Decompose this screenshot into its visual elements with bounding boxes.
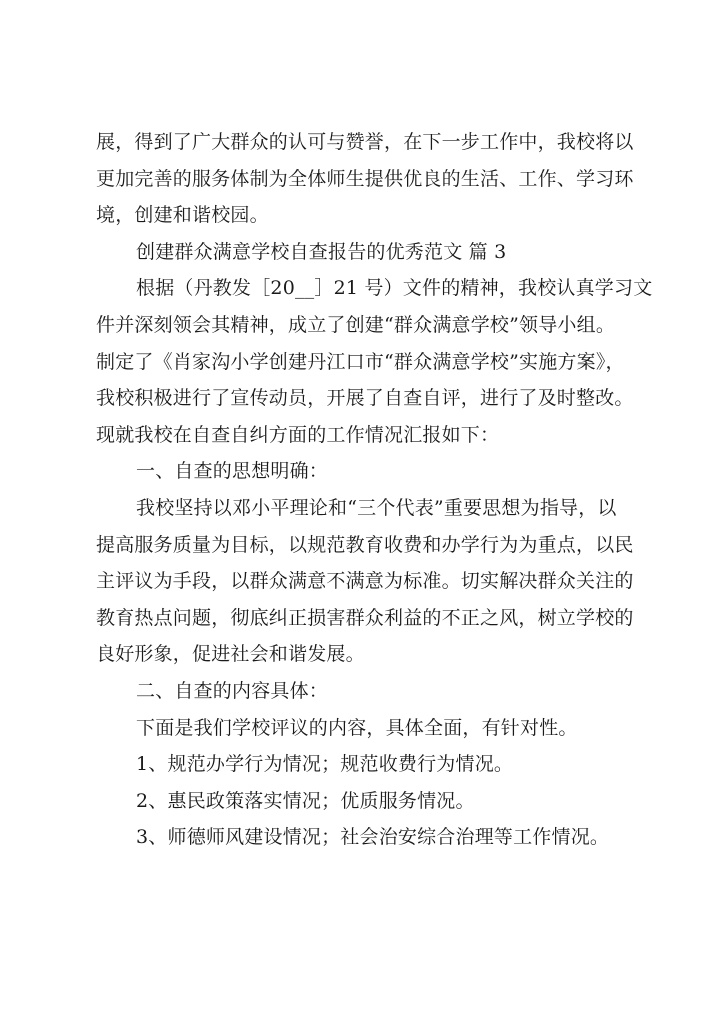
section-heading: 创建群众满意学校自查报告的优秀范文 篇 3 [136, 240, 507, 263]
text-line-7: 制定了《肖家沟小学创建丹江口市“群众满意学校”实施方案》， [96, 350, 625, 373]
text-line-11: 我校坚持以邓小平理论和“三个代表”重要思想为指导，以 [136, 496, 617, 519]
document-body [96, 124, 656, 856]
subheading-2: 二、自查的内容具体： [136, 679, 329, 702]
text-line-12: 提高服务质量为目标，以规范教育收费和办学行为为重点，以民 [96, 533, 634, 556]
text-line-13: 主评议为手段，以群众满意不满意为标准。切实解决群众关注的 [96, 570, 634, 593]
text-line-15: 良好形象，促进社会和谐发展。 [96, 643, 365, 666]
text-line-3: 境，创建和谐校园。 [96, 204, 269, 227]
text-line-9: 现就我校在自查自纠方面的工作情况汇报如下： [96, 423, 500, 446]
text-line-14: 教育热点问题，彻底纠正损害群众利益的不正之风，树立学校的 [96, 606, 634, 629]
text-line-1: 展，得到了广大群众的认可与赞誉，在下一步工作中，我校将以 [96, 131, 634, 153]
list-item-2: 2、惠民政策落实情况；优质服务情况。 [136, 789, 475, 812]
text-line-8: 我校积极进行了宣传动员，开展了自查自评，进行了及时整改。 [96, 387, 634, 410]
subheading-1: 一、自查的思想明确： [136, 460, 329, 483]
list-item-3: 3、师德师风建设情况；社会治安综合治理等工作情况。 [136, 826, 610, 849]
text-line-6: 件并深刻领会其精神，成立了创建“群众满意学校”领导小组。 [96, 313, 616, 336]
text-line-17: 下面是我们学校评议的内容，具体全面，有针对性。 [136, 716, 578, 739]
text-line-2: 更加完善的服务体制为全体师生提供优良的生活、工作、学习环 [96, 167, 634, 190]
list-item-1: 1、规范办学行为情况；规范收费行为情况。 [136, 753, 514, 776]
text-line-5: 根据（丹教发［20__］21 号）文件的精神，我校认真学习文 [136, 277, 653, 300]
